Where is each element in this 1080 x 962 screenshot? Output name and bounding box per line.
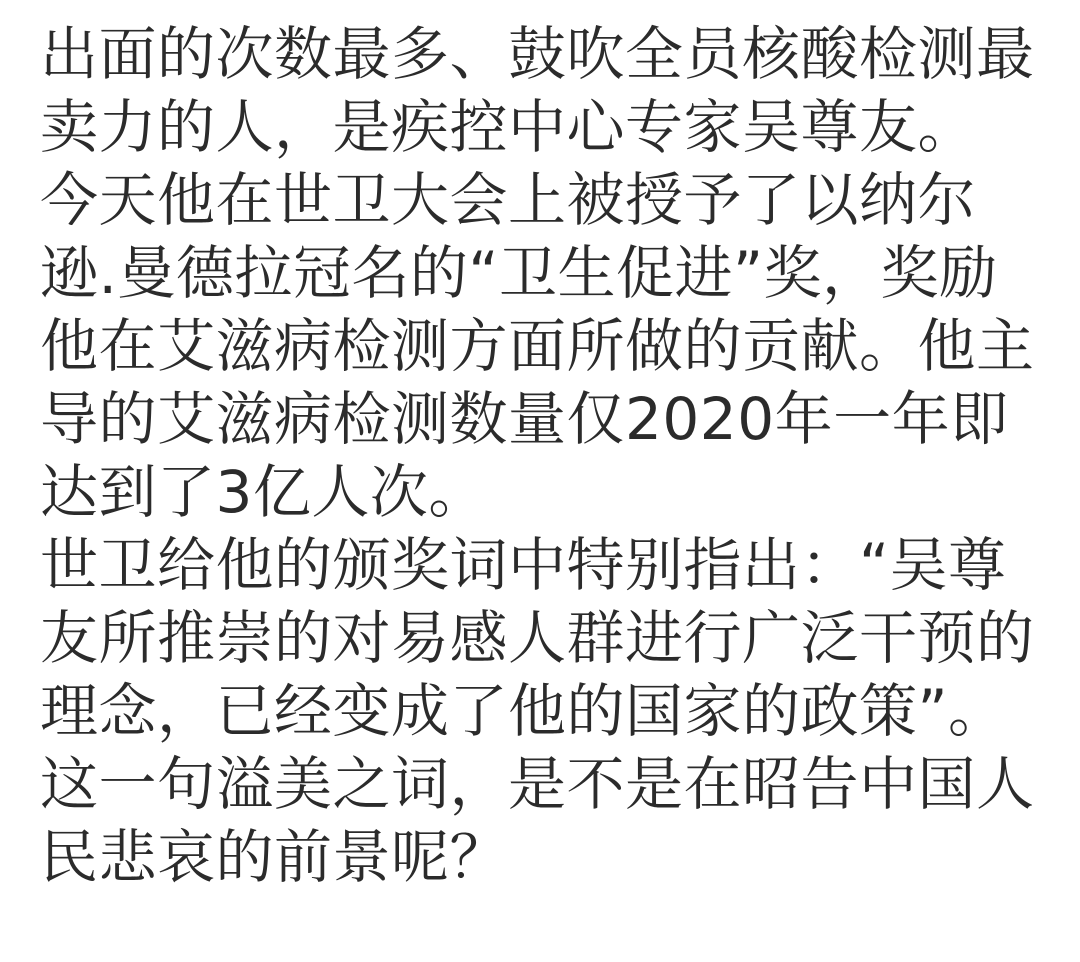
article-body [40,18,1046,894]
paragraph-4: 这一句溢美之词，是不是在昭告中国人民悲哀的前景呢？ [40,750,1035,891]
paragraph-2: 今天他在世卫大会上被授予了以纳尔逊.曼德拉冠名的“卫生促进”奖，奖励他在艾滋病检测方面所做的贡献。他主导的艾滋病检测数量仅2020年一年即达到了3亿人次。 [40,166,1035,526]
paragraph-1: 出面的次数最多、鼓吹全员核酸检测最卖力的人，是疾控中心专家吴尊友。 [40,20,1035,161]
paragraph-3: 世卫给他的颁奖词中特别指出：“吴尊友所推崇的对易感人群进行广泛干预的理念，已经变成了他的国家的政策”。 [40,531,1035,745]
